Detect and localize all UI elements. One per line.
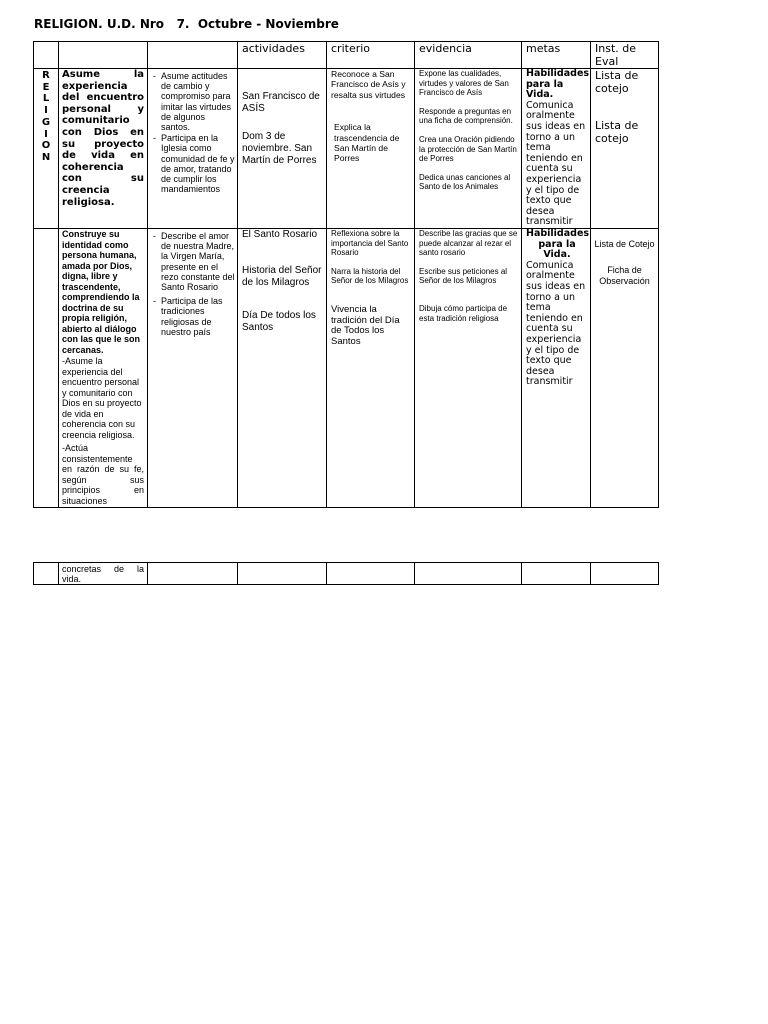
empty-cell <box>415 563 522 585</box>
inst-eval-cell <box>591 229 659 508</box>
competencia-cell: concretas de la vida. <box>59 563 148 585</box>
criterio-item: Reconoce a San Francisco de Asís y resalta sus virtudes <box>331 69 406 100</box>
empty-cell <box>327 563 415 585</box>
list-item: - Describe el amor de nuestra Madre, la Virgen María, presente en el rezo constante del Santo Rosario <box>150 231 235 292</box>
metas-cell <box>522 69 591 229</box>
list-item: - Participa en la Iglesia como comunidad de fe y de amor, tratando de cumplir los mandamientos <box>150 133 235 194</box>
header-metas: metas <box>522 42 591 69</box>
table-row <box>34 563 659 585</box>
list-item: - Participa de las tradiciones religiosas de nuestro país <box>150 296 235 337</box>
actividad-item: San Francisco de ASÍS <box>242 91 320 114</box>
table-row <box>34 69 659 229</box>
evidencia-item: Dibuja cómo participa de esta tradición religiosa <box>419 303 508 323</box>
criterio-item: Vivencia la tradición del Día de Todos los Santos <box>331 303 400 347</box>
actividades-cell <box>238 229 327 508</box>
competencia-cell: Asume la experiencia del encuentro personal y comunitario con Dios en su proyecto de vida en coherencia con su creencia religiosa. <box>59 69 148 229</box>
evidencia-cell <box>415 69 522 229</box>
capacidades-cell <box>148 229 238 508</box>
actividades-cell <box>238 69 327 229</box>
inst-item: Lista de Cotejo <box>594 239 655 249</box>
actividad-item: Día De todos los Santos <box>242 310 316 333</box>
evidencia-item: Expone las cualidades, virtudes y valores de San Francisco de Asís <box>419 69 509 98</box>
header-area <box>34 42 59 69</box>
page-title: RELIGION. U.D. Nro 7. Octubre - Noviembre <box>34 17 339 31</box>
actividad-item: Dom 3 de noviembre. San Martín de Porres <box>242 131 317 166</box>
metas-text: Comunica oralmente sus ideas en torno a un tema teniendo en cuenta su experiencia y el tipo de texto que desea transmitir <box>526 259 586 388</box>
header-inst-eval: Inst. de Eval <box>591 42 659 69</box>
continuation-table <box>33 562 659 585</box>
criterio-cell <box>327 229 415 508</box>
empty-cell <box>238 563 327 585</box>
header-evidencia: evidencia <box>415 42 522 69</box>
header-row <box>34 42 659 69</box>
evidencia-item: Responde a preguntas en una ficha de comprensión. <box>419 106 513 126</box>
competencia-text: -Actúa consistentemente en razón de su fe, según sus principios en situaciones <box>62 443 144 506</box>
criterio-item: Explica la trascendencia de San Martín de Porres <box>334 122 400 164</box>
competencia-cell <box>59 229 148 508</box>
empty-cell <box>148 563 238 585</box>
actividad-item: El Santo Rosario <box>242 229 318 240</box>
inst-item: Ficha de Observación <box>599 265 650 286</box>
empty-cell <box>591 563 659 585</box>
header-criterio: criterio <box>327 42 415 69</box>
metas-title: Habilidades para la Vida. <box>526 228 590 261</box>
header-capacidades <box>148 42 238 69</box>
inst-eval-cell <box>591 69 659 229</box>
evidencia-item: Escribe sus peticiones al Señor de los Milagros <box>419 266 508 286</box>
area-vertical-label: R E L I G I O N <box>34 69 59 229</box>
criterio-cell <box>327 69 415 229</box>
evidencia-item: Describe las gracias que se puede alcanzar al rezar el santo rosario <box>419 229 518 258</box>
evidencia-cell <box>415 229 522 508</box>
evidencia-item: Dedica unas canciones al Santo de los Animales <box>419 172 511 192</box>
area-empty-cell <box>34 229 59 508</box>
actividad-item: Historia del Señor de los Milagros <box>242 265 322 288</box>
competencia-text: -Asume la experiencia del encuentro personal y comunitario con Dios en su proyecto de vida en coherencia con su creencia religiosa. <box>62 356 142 440</box>
list-item: - Asume actitudes de cambio y compromiso para imitar las virtudes de algunos santos. <box>150 71 235 132</box>
metas-title: Habilidades para la Vida. <box>526 68 590 101</box>
evidencia-item: Crea una Oración pidiendo la protección de San Martín de Porres <box>419 134 517 164</box>
inst-item: Lista de cotejo <box>595 119 639 145</box>
criterio-item: Narra la historia del Señor de los Milagros <box>331 266 409 286</box>
criterio-item: Reflexiona sobre la importancia del Santo Rosario <box>331 229 409 258</box>
metas-cell <box>522 229 591 508</box>
metas-text: Comunica oralmente sus ideas en torno a un tema teniendo en cuenta su experiencia y el tipo de texto que desea transmitir <box>526 99 586 228</box>
table-row <box>34 229 659 508</box>
planning-table <box>33 41 659 508</box>
header-competencia <box>59 42 148 69</box>
empty-cell <box>522 563 591 585</box>
inst-item: Lista de cotejo <box>595 69 639 95</box>
header-actividades: actividades <box>238 42 327 69</box>
area-empty-cell <box>34 563 59 585</box>
competencia-bold: Construye su identidad como persona humana, amada por Dios, digna, libre y trascendente, comprendiendo la doctrina de su propia religión, abierto al diálogo con las que le son cercanas. <box>62 229 141 355</box>
capacidades-cell <box>148 69 238 229</box>
